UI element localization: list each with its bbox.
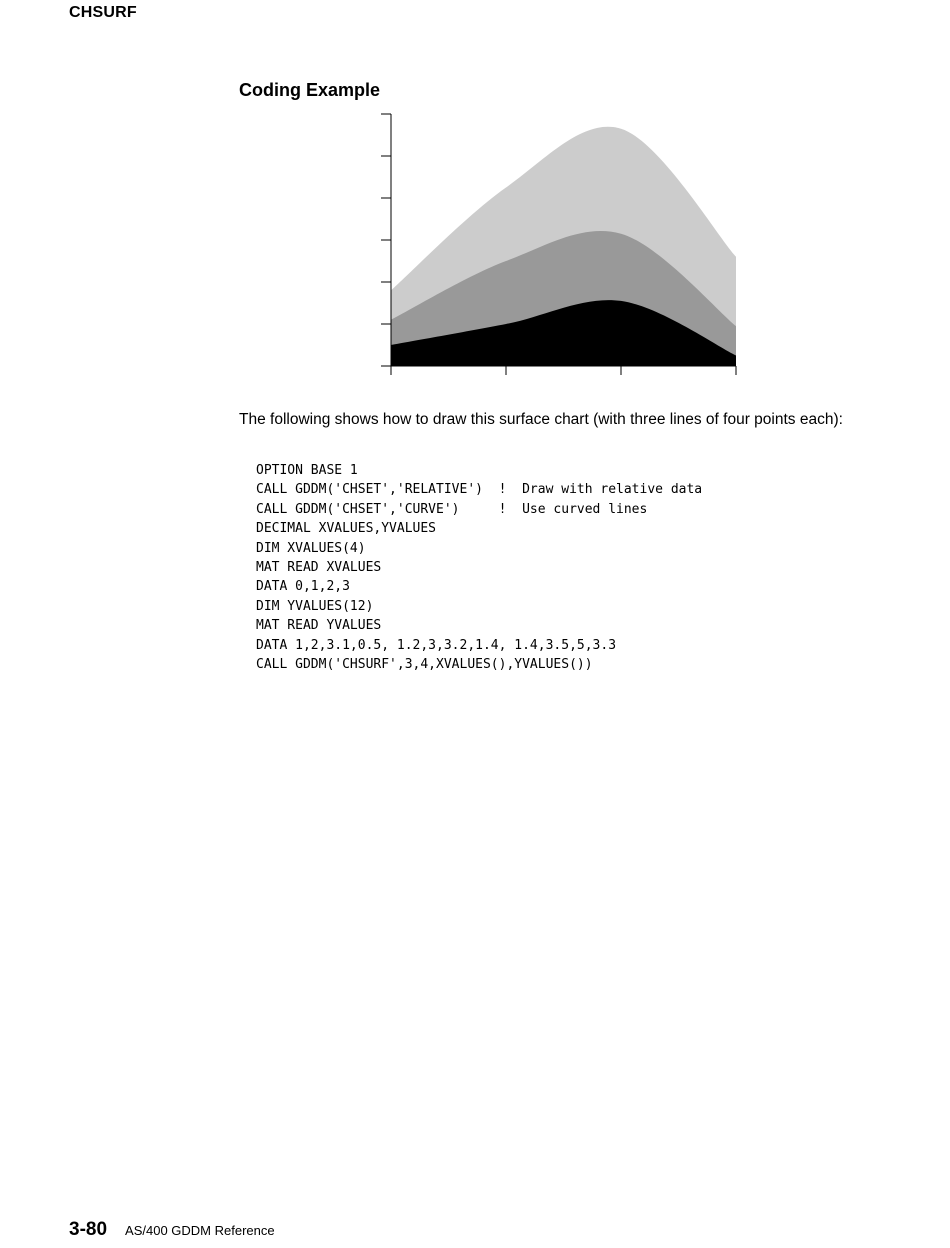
chart-description: The following shows how to draw this surface chart (with three lines of four points each): — [239, 411, 843, 428]
surface-chart-svg — [370, 108, 750, 380]
code-line: DATA 1,2,3.1,0.5, 1.2,3,3.2,1.4, 1.4,3.5,5,3.3 — [256, 637, 617, 653]
code-line: DATA 0,1,2,3 — [256, 579, 350, 595]
code-line: DECIMAL XVALUES,YVALUES — [256, 521, 437, 537]
running-head-title: CHSURF — [69, 4, 137, 21]
code-line: DIM YVALUES(12) — [256, 598, 374, 614]
page-number: 3-80 — [69, 1219, 108, 1240]
code-example — [256, 461, 702, 674]
surface-chart — [370, 108, 750, 380]
code-line: CALL GDDM('CHSET','CURVE') ! Use curved lines — [256, 501, 648, 517]
code-line: DIM XVALUES(4) — [256, 540, 366, 556]
code-line: OPTION BASE 1 — [256, 463, 358, 478]
code-line: CALL GDDM('CHSURF',3,4,XVALUES(),YVALUES()) — [256, 657, 593, 673]
code-line: MAT READ XVALUES — [256, 560, 382, 576]
code-line: CALL GDDM('CHSET','RELATIVE') ! Draw with relative data — [256, 482, 703, 498]
page-footer — [69, 1219, 275, 1241]
section-title: Coding Example — [239, 80, 381, 100]
publication-title: AS/400 GDDM Reference — [125, 1223, 275, 1238]
code-line: MAT READ YVALUES — [256, 618, 382, 634]
